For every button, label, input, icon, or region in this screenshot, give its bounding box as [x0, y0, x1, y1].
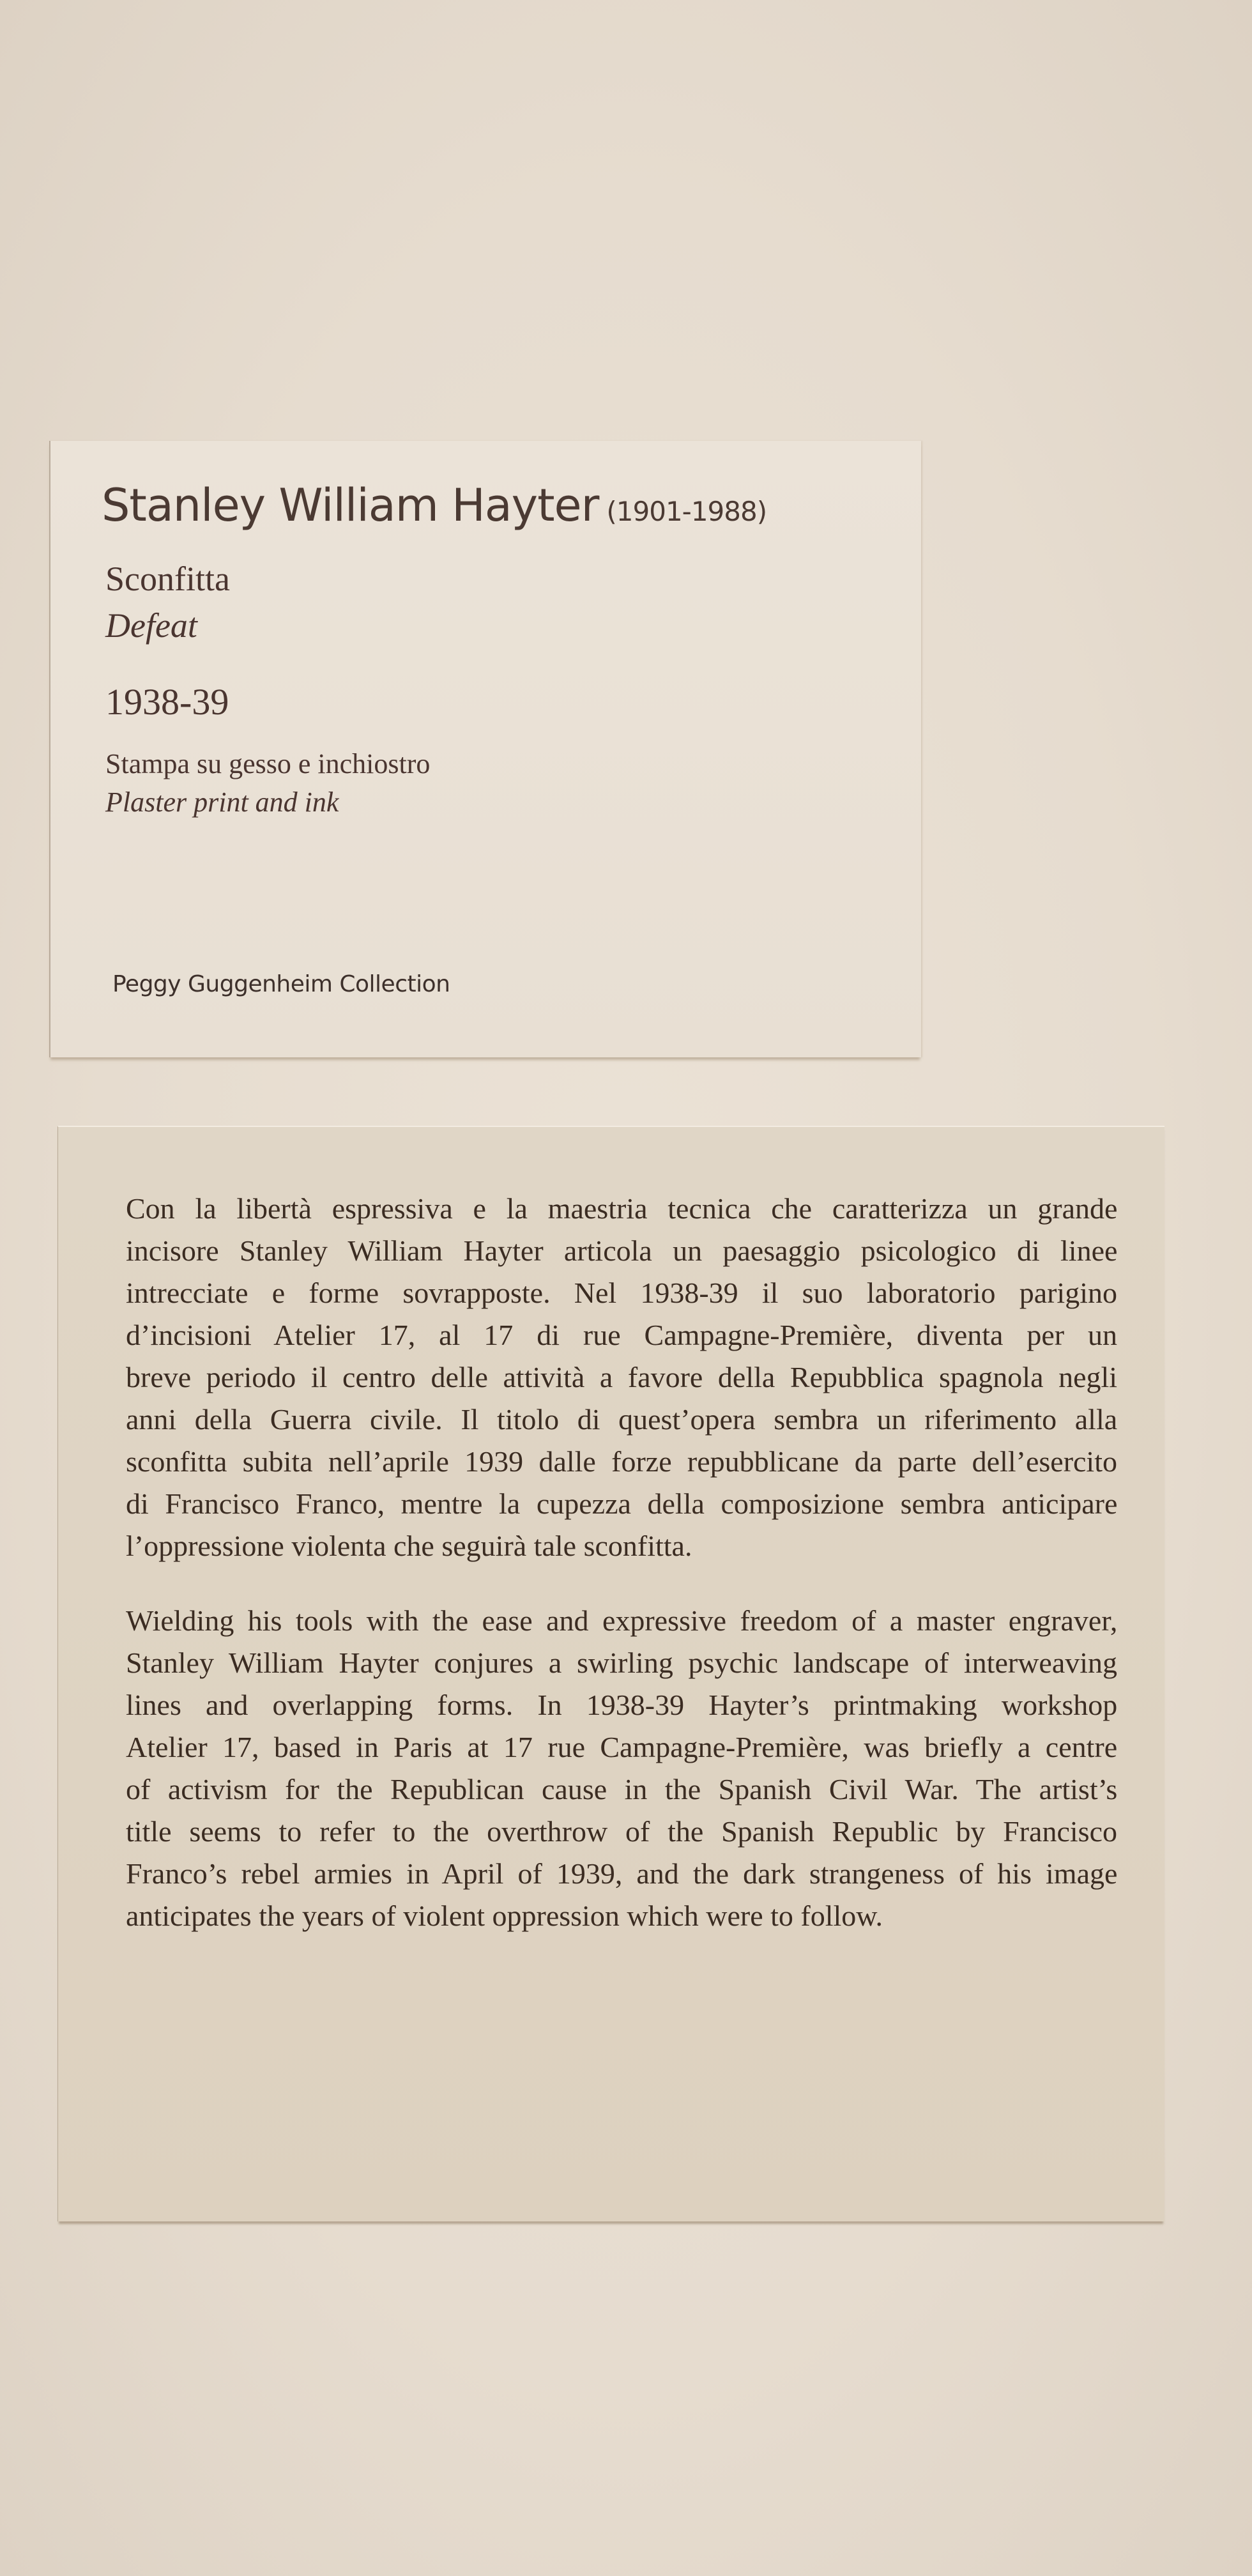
- text-line: Wielding his tools with the ease and expressive freedom of a master engraver,: [126, 1604, 1118, 1637]
- text-line: di Francisco Franco, mentre la cupezza della composizione sembra anticipare: [126, 1487, 1118, 1520]
- description-english: [126, 1600, 1117, 1937]
- text-line: title seems to refer to the overthrow of the Spanish Republic by Francisco: [126, 1815, 1117, 1848]
- text-line: l’oppressione violenta che seguirà tale sconfitta.: [126, 1529, 692, 1562]
- artwork-label-card: [49, 441, 921, 1057]
- collection-credit: Peggy Guggenheim Collection: [112, 971, 450, 997]
- artist-heading: [102, 479, 767, 532]
- text-line: Stanley William Hayter conjures a swirling psychic landscape of interweaving: [126, 1646, 1118, 1679]
- text-line: breve periodo il centro delle attività a favore della Repubblica spagnola negli: [126, 1361, 1118, 1393]
- medium-italian: Stampa su gesso e inchiostro: [105, 748, 431, 779]
- description-panel: [57, 1126, 1164, 2221]
- text-line: anni della Guerra civile. Il titolo di quest’opera sembra un riferimento alla: [126, 1403, 1118, 1436]
- text-line: sconfitta subita nell’aprile 1939 dalle forze repubblicane da parte dell’esercito: [126, 1445, 1117, 1478]
- description-italian: [126, 1188, 1117, 1567]
- text-line: of activism for the Republican cause in the Spanish Civil War. The artist’s: [126, 1773, 1118, 1805]
- artwork-title-english: Defeat: [105, 606, 197, 645]
- text-line: d’incisioni Atelier 17, al 17 di rue Campagne-Première, diventa per un: [126, 1319, 1117, 1351]
- artwork-title-italian: Sconfitta: [105, 560, 230, 598]
- artwork-year: 1938-39: [105, 681, 229, 723]
- artist-name: Stanley William Hayter: [102, 479, 599, 532]
- artist-dates: (1901-1988): [606, 496, 767, 527]
- text-line: intrecciate e forme sovrapposte. Nel 1938-39 il suo laboratorio parigino: [126, 1276, 1117, 1309]
- medium-english: Plaster print and ink: [105, 786, 339, 818]
- text-line: incisore Stanley William Hayter articola un paesaggio psicologico di linee: [126, 1234, 1118, 1267]
- text-line: anticipates the years of violent oppression which were to follow.: [126, 1899, 883, 1932]
- text-line: Con la libertà espressiva e la maestria tecnica che caratterizza un grande: [126, 1192, 1118, 1225]
- text-line: Franco’s rebel armies in April of 1939, and the dark strangeness of his image: [126, 1857, 1118, 1890]
- text-line: lines and overlapping forms. In 1938-39 Hayter’s printmaking workshop: [126, 1689, 1118, 1721]
- text-line: Atelier 17, based in Paris at 17 rue Campagne-Première, was briefly a centre: [126, 1731, 1118, 1763]
